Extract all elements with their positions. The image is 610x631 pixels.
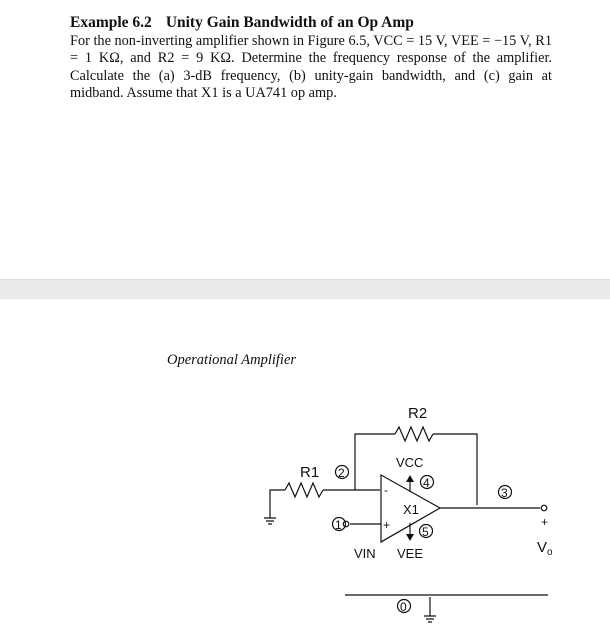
vin-label: VIN — [354, 546, 376, 561]
vo-symbol: V — [537, 539, 548, 556]
r2-resistor — [395, 427, 433, 441]
node-3-number: 3 — [501, 486, 508, 500]
left-ground-icon — [264, 505, 276, 524]
vo-label — [537, 539, 553, 558]
feedback-wire-right — [433, 434, 477, 505]
vee-arrow-icon — [406, 534, 414, 541]
x1-label: X1 — [403, 502, 419, 517]
vee-label: VEE — [397, 546, 424, 561]
feedback-wire — [355, 434, 395, 490]
example-body: For the non-inverting amplifier shown in Figure 6.5, VCC = 15 V, VEE = −15 V, R1 = 1 KΩ, and R2 = 9 KΩ. Determine the frequency response of the amplifier. Calculate the (a) 3-dB frequency, (b) unity-gain bandwidth, and (c) gain at midband. Assume that X1 is a UA741 op amp. — [70, 32, 552, 101]
r1-label: R1 — [300, 464, 320, 481]
vcc-arrow-icon — [406, 475, 414, 482]
r1-left-wire — [270, 490, 285, 505]
noninverting-sign: + — [383, 518, 391, 532]
output-plus-sign: + — [541, 515, 549, 529]
example-title: Unity Gain Bandwidth of an Op Amp — [165, 14, 414, 31]
figure-label: Operational Amplifier — [167, 352, 297, 368]
inverting-sign: - — [384, 483, 388, 497]
vcc-label: VCC — [396, 455, 424, 470]
node-2-number: 2 — [338, 466, 345, 480]
node-4-number: 4 — [423, 476, 430, 490]
output-terminal — [541, 505, 547, 511]
example-number: Example 6.2 — [70, 14, 152, 31]
bottom-ground-icon — [424, 597, 436, 622]
node-5-number: 5 — [422, 525, 429, 539]
r1-resistor — [285, 483, 323, 497]
vo-subscript: o — [547, 547, 553, 558]
node-1-number: 1 — [335, 518, 342, 532]
r2-label: R2 — [408, 405, 428, 422]
node-0-number: 0 — [400, 600, 407, 614]
